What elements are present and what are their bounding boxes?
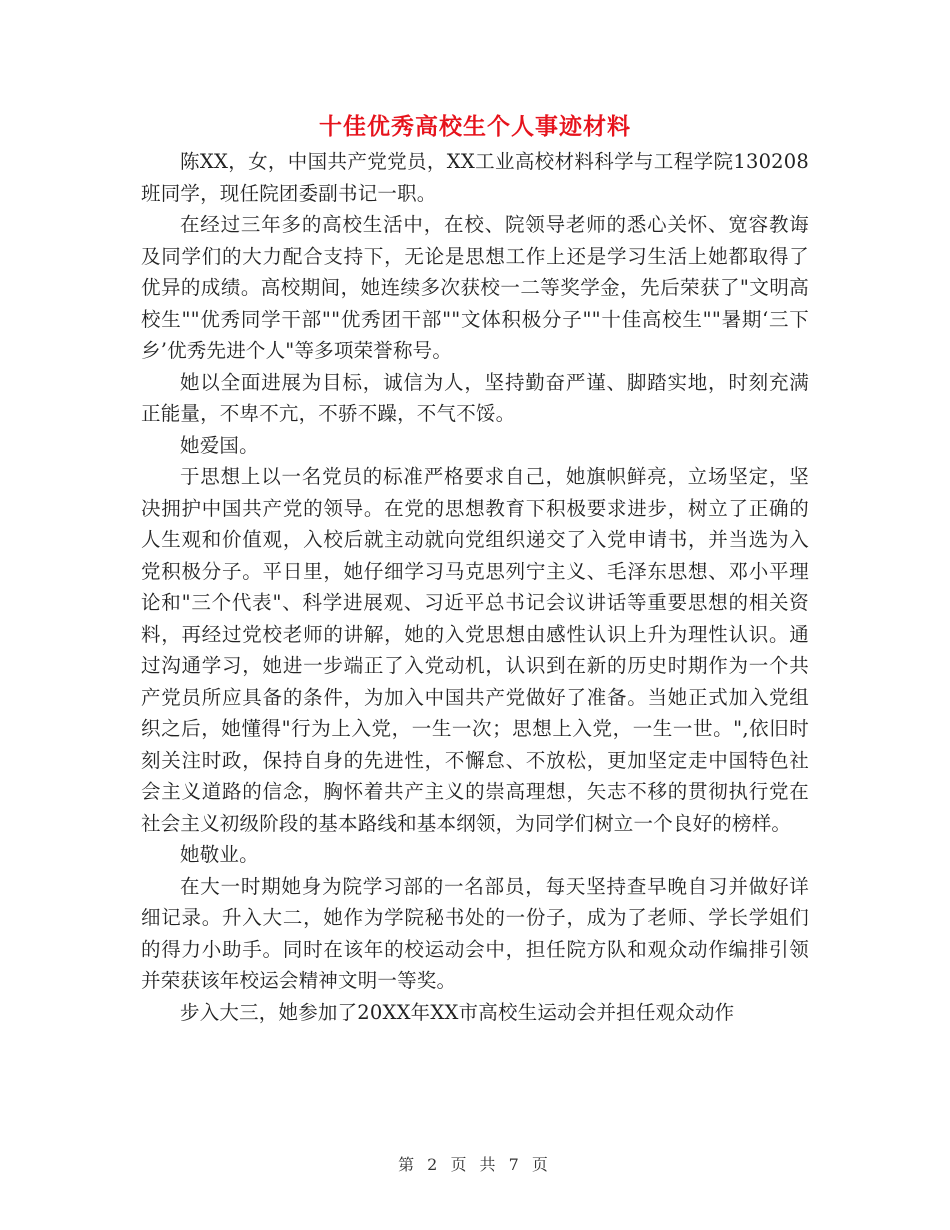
paragraph: 她敬业。 — [180, 843, 259, 866]
paragraph: 她爱国。 — [180, 433, 259, 457]
paragraph: 在大一时期她身为院学习部的一名部员，每天坚持查早晚自习并做好详细记录。升入大二，她作为学院秘书处的一份子，成为了老师、学长学姐们的得力小助手。同时在该年的校运动会中，担任院方队和观众动作编排引领并荣获该年校运会精神文明一等奖。 — [141, 874, 809, 992]
paragraph: 步入大三，她参加了20XX年XX市高校生运动会并担任观众动作 — [180, 1000, 735, 1024]
document-title: 十佳优秀高校生个人事迹材料 — [319, 113, 631, 140]
document-body — [141, 146, 809, 1028]
paragraph: 陈XX，女，中国共产党党员，XX工业高校材料科学与工程学院130208班同学，现任院团委副书记一职。 — [141, 150, 809, 205]
page-number-footer: 第 2 页 共 7 页 — [398, 1155, 552, 1174]
paragraph: 在经过三年多的高校生活中，在校、院领导老师的悉心关怀、宽容教诲及同学们的大力配合支持下，无论是思想工作上还是学习生活上她都取得了优异的成绩。高校期间，她连续多次获校一二等奖学金，先后荣获了"文明高校生""优秀同学干部""优秀团干部""文体积极分子""十佳高校生""暑期‘三下乡’优秀先进个人"等多项荣誉称号。 — [141, 213, 809, 362]
paragraph: 她以全面进展为目标，诚信为人，坚持勤奋严谨、脚踏实地，时刻充满正能量，不卑不亢，不骄不躁，不气不馁。 — [141, 370, 809, 425]
paragraph: 于思想上以一名党员的标准严格要求自己，她旗帜鲜亮，立场坚定，坚决拥护中国共产党的领导。在党的思想教育下积极要求进步，树立了正确的人生观和价值观，入校后就主动就向党组织递交了入党申请书，并当选为入党积极分子。平日里，她仔细学习马克思列宁主义、毛泽东思想、邓小平理论和"三个代表"、科学进展观、习近平总书记会议讲话等重要思想的相关资料，再经过党校老师的讲解，她的入党思想由感性认识上升为理性认识。通过沟通学习，她进一步端正了入党动机，认识到在新的历史时期作为一个共产党员所应具备的条件，为加入中国共产党做好了准备。当她正式加入党组织之后，她懂得"行为上入党，一生一次；思想上入党，一生一世。",依旧时刻关注时政，保持自身的先进性，不懈怠、不放松，更加坚定走中国特色社会主义道路的信念，胸怀着共产主义的崇高理想，矢志不移的贯彻执行党在社会主义初级阶段的基本路线和基本纲领，为同学们树立一个良好的榜样。 — [141, 465, 809, 835]
